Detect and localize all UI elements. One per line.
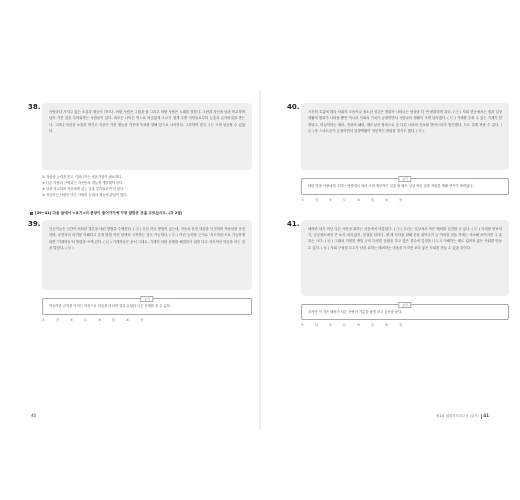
passage-39: 인공지능은 인간이 어떠한 결론을 내린 방법을 수행한다. ( ㉠ ) 우선 러닝 방법이 있는데, 자동차 운전 대상을 인식하며 자동차를 운전하며, 운전자의 의미를 이해하고 특정 방법 이런 탐색의 시작하는 것도 가능하다. ( ㉡ ) 이런 능력을 근거로 '지도학습'으로 가능하게 되면 '기계학습'의 방법을 쓰게 된다. ( ㉢ ) 기계학습은 문서 그대로, 기계가 어떤 문제를 해결하기 위한 다고 지속적인 학습을 하는 것을 말한다. ( ㉣ ) [42,220,252,290]
right-page-number: 41 [483,413,489,418]
choice-3[interactable]: ③ 남과 비교하며 자신에게 없는 것을 부러워하면 안 된다. [42,187,125,191]
bogi-text: 학습이란 규칙을 익히는 과정으로 학습을 마치면 결과 유형의 다른 문제를 풀 수 있다. [49,304,171,308]
footer-divider [481,414,482,419]
question-40 [287,103,509,202]
question-number: 40. [287,103,300,111]
choices-38 [42,174,252,198]
question-39 [30,220,252,322]
right-page [287,103,509,327]
left-page-number: 40 [31,413,37,418]
section-bullet-icon [30,212,33,215]
question-number: 38. [28,103,41,111]
choice-2[interactable]: ② 다른 사람과 구별되는 자신만의 재능을 개발해야 한다. [42,181,124,185]
question-number: 41. [287,219,300,228]
bogi-label: 보기 [398,302,411,308]
options-39[interactable]: ① ㉠ ② ㉡ ③ ㉢ ④ ㉣ [42,317,144,322]
question-number: 39. [28,220,41,228]
passage-41: 배려란 내가 아닌 다른 사람을 위하는 마음에서 비롯된다. ( ㉠ ) 우리는 일상에서 작은 배려를 실천할 수 있다. ( ㉡ ) 자리를 양보하기, 공공장소에서 큰 소리 내지 않기, 친절한 한마디, 재 때 묵다를 위해 문을 잡아주기 등 이러한 것들 자체는 사소해 보이지만 그 효과는 크다. ( ㉢ ) 그래서 다양한 방법 등의 다양한 상황을 하고 많은 경우에 감정을 나누고 이해하는 배도 넓어져 좋은 사회를 만들 수 있다. ( ㉣ ) 사회 구성원 모두가 남을 위하는 배려하는 마음을 가지면 보다 좋은 사회를 만들 수 있을 것이다. [301,220,509,296]
bogi-label: 보기 [398,176,411,182]
bogi-box-40 [301,178,509,195]
options-41[interactable]: ① ㉠ ② ㉡ ③ ㉢ ④ ㉣ [301,323,403,328]
bogi-box-41 [301,304,509,321]
left-page [30,103,252,322]
passage-40: 시간의 흐름에 따라 사회의 모습이나 청소년 임금은 변화가 나타나는 영상을 다 번 변화하게 된다. ( ㉠ ) 사회 변동에서는 법과 일상생활에 변화가 나타날 뿐만 아니라 사회의 가치가 등장하면서 사람들의 생활이 크게 달라졌다. ( ㉡ ) 카메를 등장 수 있는 기계가 발명되고, 비닐이라는 재료, 진화의 패턴, 베도닐의 협력으로 등 다른 나라의 진보를 받아드라가 발전했다. 도도 설계 적용 수 있다. ( ㉢ ) 또 스마트폰이 등장하면서 일생생활이 혁신적인 변화를 겪기도 했다. ( ㉣ ) [301,103,509,170]
bogi-text: 하지만 이 작은 배려가 다른 사람이 기분을 좋게 하고 감동을 준다. [308,309,403,314]
question-38 [30,103,252,198]
choice-4[interactable]: ④ 성공하는 사람은 다른 사람의 능력과 재능에 관심이 많다. [42,193,128,197]
book-gutter [259,90,261,430]
question-41 [287,220,509,328]
bogi-label: 보기 [140,296,153,302]
bogi-text: 태양 빛을 사람에게 고하는 영향에서 따라 오며 개인적인 일을 할 때도 일상 적인 것을 지원한 생활 양식이 바뀌었다. [308,184,474,188]
section-instruction [30,211,252,216]
passage-38: 사람마다 가지고 있는 소질과 재능이 다르다. 어떤 사람은 그림을 잘 그리고 어떤 사람은 노래를 잘한다. 그런데 자신을 남과 비교하며 남이 가진 것을 부러워하는 사람들이 있다. 외모든 나이든 먹느욕 버슷없게 오르기 쉽게 우쭈 사람들로부터 눈총과 손가락질을 받는다. 그러나 자신을 소중히 여기고 자신이 가진 재능을 가꾸며 목표를 향해 앞으로 나아간다. 그리하여 결국 그는 크게 성공할 수 있었다. [42,103,252,170]
exam-title: 제1회 형화지모의고사 (읽기) [435,414,479,418]
section-text: [39~41] 다음 글에서 <보기>의 문장이 들어가기에 가장 알맞은 곳을 고르십시오. (각 2점) [35,211,183,215]
bogi-box-39 [42,298,252,315]
options-40[interactable]: ① ㉠ ② ㉡ ③ ㉢ ④ ㉣ [301,197,403,202]
right-footer [436,413,489,419]
choice-1[interactable]: ① 자신의 능력을 믿고 키워나가는 마음가짐이 필요하다. [42,175,123,179]
